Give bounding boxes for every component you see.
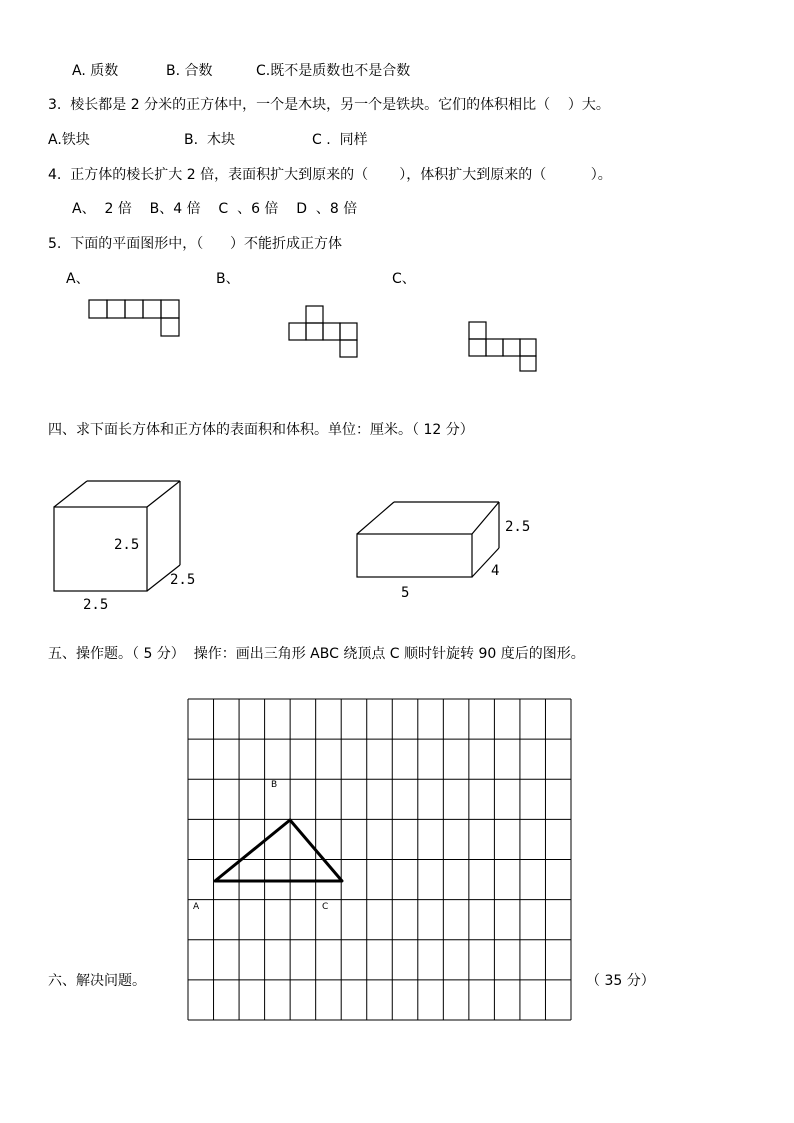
cuboid-depth-label: 4 [491, 563, 500, 579]
cuboid-height-label: 2.5 [505, 519, 531, 535]
cube-height-label: 2.5 [114, 537, 140, 553]
cube-depth-label: 2.5 [170, 572, 196, 588]
q2-option-b: B. 合数 [166, 63, 213, 79]
q3-option-b: B. 木块 [184, 132, 235, 148]
triangle-abc [215, 820, 342, 881]
q2-option-c: C.既不是质数也不是合数 [256, 63, 411, 79]
cube-width-label: 2.5 [83, 597, 109, 613]
point-b-label: B [271, 780, 278, 790]
section-5-heading: 五、操作题。（ 5 分） 操作：画出三角形 ABC 绕顶点 C 顺时针旋转 90 度后的图形。 [48, 646, 585, 662]
q4-options: A、 2 倍 B、4 倍 C 、6 倍 D 、8 倍 [72, 201, 358, 217]
q3-option-a: A.铁块 [48, 132, 90, 148]
net-b-figure [289, 306, 357, 357]
q5-stem: 5. 下面的平面图形中，（ ）不能折成正方体 [48, 236, 342, 252]
net-a-figure [89, 300, 179, 336]
q3-option-c: C . 同样 [312, 132, 368, 148]
q3-stem: 3. 棱长都是 2 分米的正方体中，一个是木块，另一个是铁块。它们的体积相比（ ）大。 [48, 97, 610, 113]
q5-label-a: A、 [66, 271, 90, 287]
cuboid-length-label: 5 [401, 585, 410, 601]
section-6-heading: 六、解决问题。 [48, 973, 146, 989]
cuboid-figure [357, 502, 499, 577]
point-a-label: A [193, 902, 200, 912]
section-6-score: （ 35 分） [586, 973, 655, 989]
q5-label-b: B、 [216, 271, 240, 287]
q5-label-c: C、 [392, 271, 416, 287]
net-c-figure [469, 322, 536, 371]
point-c-label: C [322, 902, 329, 912]
q4-stem: 4. 正方体的棱长扩大 2 倍，表面积扩大到原来的（ ），体积扩大到原来的（ ）。 [48, 167, 612, 183]
section-4-heading: 四、求下面长方体和正方体的表面积和体积。单位：厘米。（ 12 分） [48, 422, 474, 438]
q2-option-a: A. 质数 [72, 63, 119, 79]
